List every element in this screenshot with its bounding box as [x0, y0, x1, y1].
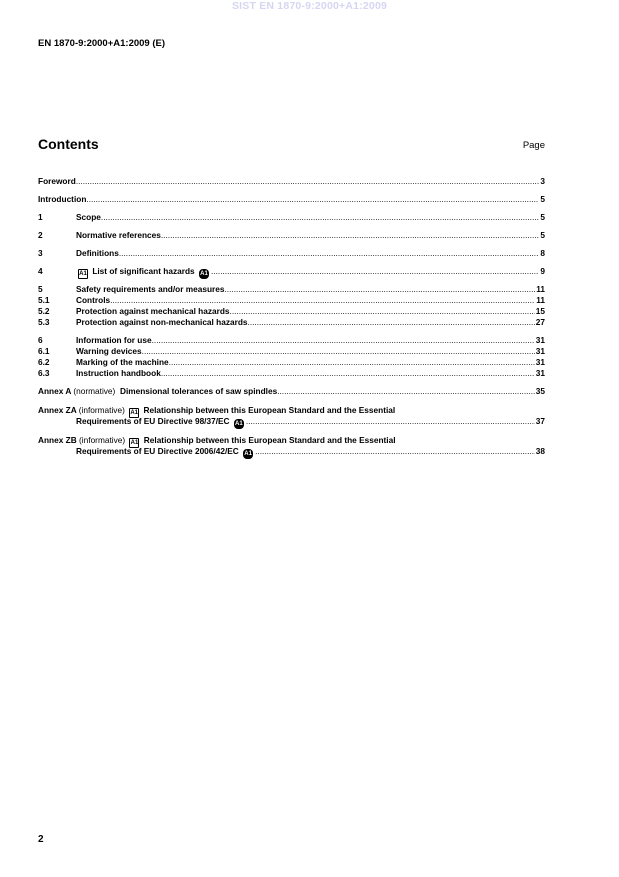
toc-entry-page: 15	[535, 306, 545, 316]
annex-label: Annex ZA	[38, 405, 77, 415]
toc-entry-title: Warning devices	[76, 346, 142, 356]
toc-entry-page: 35	[535, 386, 545, 396]
toc-entry-page: 5	[540, 194, 545, 204]
document-id: EN 1870-9:2000+A1:2009 (E)	[38, 38, 166, 49]
toc-entry-annex-za[interactable]	[38, 405, 545, 416]
toc-entry-number: 5.3	[38, 317, 50, 327]
amendment-end-marker-icon: A1	[235, 421, 243, 427]
toc-entry-marking[interactable]	[38, 357, 545, 368]
toc-entry-number: 3	[38, 248, 43, 258]
toc-entry-page: 31	[535, 335, 545, 345]
leader-dots	[211, 266, 539, 277]
toc-entry-number: 1	[38, 212, 43, 222]
toc-entry-title: Safety requirements and/or measures	[76, 284, 225, 294]
toc-entry-annex-zb[interactable]	[38, 435, 545, 446]
leader-dots	[101, 212, 539, 223]
leader-dots	[169, 357, 535, 368]
leader-dots	[161, 230, 540, 241]
toc-entry-number: 6.2	[38, 357, 50, 367]
toc-entry-page: 38	[535, 446, 545, 456]
leader-dots	[248, 317, 535, 328]
toc-entry-title: Instruction handbook	[76, 368, 161, 378]
toc-entry-title: Relationship between this European Standard and the Essential	[143, 405, 396, 415]
leader-dots	[86, 194, 539, 205]
leader-dots	[76, 176, 540, 187]
toc-entry-title: Information for use	[76, 335, 152, 345]
toc-entry-introduction[interactable]	[38, 194, 545, 205]
toc-entry-page: 5	[540, 212, 545, 222]
toc-entry-page: 27	[535, 317, 545, 327]
toc-entry-page: 31	[535, 346, 545, 356]
annex-label: Annex A	[38, 386, 72, 396]
toc-entry-page: 3	[540, 176, 545, 186]
toc-entry-title-wrap	[76, 266, 211, 279]
toc-entry-annex-zb-continued[interactable]	[38, 446, 545, 457]
toc-entry-mechanical-hazards[interactable]	[38, 306, 545, 317]
amendment-start-marker-icon: A1	[130, 410, 138, 416]
toc-entry-foreword[interactable]	[38, 176, 545, 187]
table-of-contents	[38, 176, 545, 457]
toc-entry-number: 4	[38, 266, 43, 276]
amendment-start-marker-icon: A1	[79, 271, 87, 277]
toc-entry-scope[interactable]	[38, 212, 545, 223]
toc-entry-title: Relationship between this European Standard and the Essential	[143, 435, 396, 445]
contents-title: Contents	[38, 136, 99, 152]
leader-dots	[277, 386, 535, 397]
annex-type: (informative)	[79, 435, 126, 445]
toc-entry-significant-hazards[interactable]	[38, 266, 545, 277]
toc-entry-page: 9	[540, 266, 545, 276]
toc-entry-definitions[interactable]	[38, 248, 545, 259]
toc-entry-number: 6.1	[38, 346, 50, 356]
toc-entry-number: 6.3	[38, 368, 50, 378]
toc-entry-annex-za-continued[interactable]	[38, 416, 545, 427]
toc-entry-title-wrap	[38, 416, 246, 429]
toc-entry-page: 37	[535, 416, 545, 426]
toc-entry-safety-requirements[interactable]	[38, 284, 545, 295]
toc-entry-title: List of significant hazards	[92, 266, 195, 276]
amendment-start-marker-icon: A1	[130, 440, 139, 446]
toc-entry-title-wrap	[38, 386, 277, 397]
toc-entry-page: 11	[536, 295, 545, 305]
leader-dots	[224, 284, 535, 295]
toc-entry-information-for-use[interactable]	[38, 335, 545, 346]
toc-entry-number: 5.1	[38, 295, 50, 305]
amendment-end-marker-icon: A1	[200, 271, 208, 277]
toc-entry-normative-references[interactable]	[38, 230, 545, 241]
annex-type: (informative)	[78, 405, 125, 415]
leader-dots	[119, 248, 540, 259]
toc-entry-warning-devices[interactable]	[38, 346, 545, 357]
toc-entry-annex-a[interactable]	[38, 386, 545, 397]
leader-dots	[246, 416, 535, 427]
toc-entry-title: Controls	[76, 295, 111, 305]
watermark: SIST EN 1870-9:2000+A1:2009	[231, 0, 388, 12]
annex-type: (normative)	[73, 386, 116, 396]
toc-entry-page: 31	[535, 368, 545, 378]
toc-entry-page: 31	[535, 357, 545, 367]
toc-entry-page: 5	[540, 230, 545, 240]
leader-dots	[255, 446, 535, 457]
toc-entry-controls[interactable]	[38, 295, 545, 306]
toc-entry-instruction-handbook[interactable]	[38, 368, 545, 379]
toc-entry-title: Marking of the machine	[76, 357, 169, 367]
amendment-end-marker-icon: A1	[244, 451, 252, 457]
toc-entry-title: Normative references	[76, 230, 161, 240]
toc-entry-title: Scope	[76, 212, 101, 222]
page-column-label: Page	[522, 140, 545, 151]
leader-dots	[152, 335, 535, 346]
leader-dots	[110, 295, 535, 306]
toc-entry-title: Introduction	[38, 194, 87, 204]
annex-label: Annex ZB	[38, 435, 77, 445]
toc-entry-title-wrap	[38, 446, 255, 459]
leader-dots	[230, 306, 535, 317]
toc-entry-title: Requirements of EU Directive 98/37/EC	[76, 416, 230, 426]
page-number: 2	[38, 834, 44, 845]
toc-entry-number: 5	[38, 284, 43, 294]
toc-entry-title: Protection against mechanical hazards	[76, 306, 230, 316]
toc-entry-number: 5.2	[38, 306, 50, 316]
toc-entry-number: 2	[38, 230, 43, 240]
toc-entry-non-mechanical-hazards[interactable]	[38, 317, 545, 328]
toc-entry-title: Dimensional tolerances of saw spindles	[119, 386, 278, 396]
leader-dots	[142, 346, 535, 357]
toc-entry-page: 11	[536, 284, 545, 294]
toc-entry-title: Requirements of EU Directive 2006/42/EC	[76, 446, 239, 456]
toc-entry-number: 6	[38, 335, 43, 345]
toc-entry-page: 8	[540, 248, 545, 258]
toc-entry-title: Protection against non-mechanical hazards	[76, 317, 248, 327]
toc-entry-title: Foreword	[38, 176, 76, 186]
leader-dots	[161, 368, 535, 379]
toc-entry-title: Definitions	[76, 248, 119, 258]
